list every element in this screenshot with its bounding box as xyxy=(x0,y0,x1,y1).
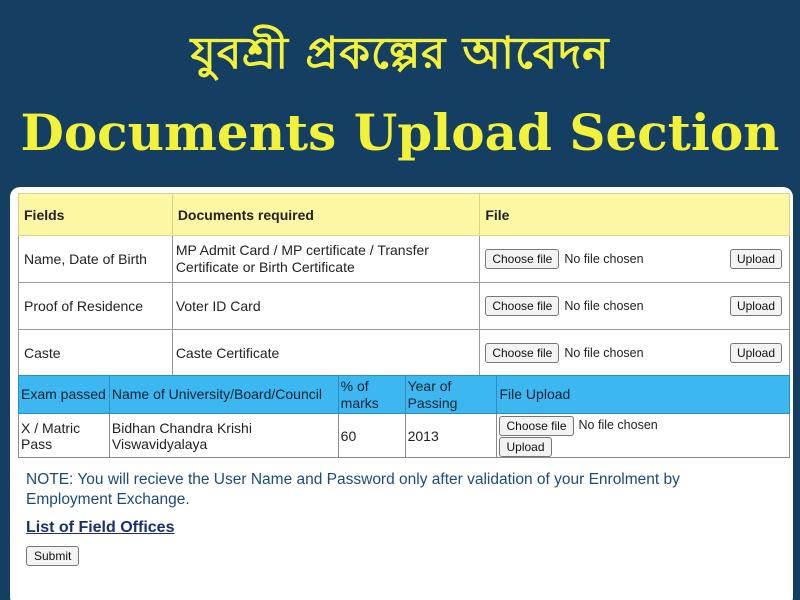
choose-file-button[interactable]: Choose file xyxy=(499,416,573,436)
exam-table xyxy=(18,375,790,458)
header-year-of-passing: Year of Passing xyxy=(405,376,497,414)
file-status: No file chosen xyxy=(564,346,644,360)
header-file: File xyxy=(480,194,790,236)
table-row xyxy=(19,330,790,377)
upload-button[interactable]: Upload xyxy=(730,296,782,316)
table-row xyxy=(19,283,790,330)
upload-button[interactable]: Upload xyxy=(730,249,782,269)
header-documents-required: Documents required xyxy=(172,194,480,236)
upload-button[interactable]: Upload xyxy=(499,437,551,457)
table-row xyxy=(19,414,790,458)
file-status: No file chosen xyxy=(578,418,658,432)
file-status: No file chosen xyxy=(564,299,644,313)
header-fields: Fields xyxy=(19,194,173,236)
exam-table-header xyxy=(19,376,790,414)
table-row xyxy=(19,236,790,283)
exam-passed-value: X / Matric Pass xyxy=(19,414,110,458)
choose-file-button[interactable]: Choose file xyxy=(485,343,559,363)
field-label: Caste xyxy=(19,330,173,377)
field-offices-link[interactable]: List of Field Offices xyxy=(26,519,175,536)
file-cell xyxy=(480,236,790,283)
percent-marks-value: 60 xyxy=(338,414,405,458)
file-cell xyxy=(480,330,790,377)
upload-button[interactable]: Upload xyxy=(730,343,782,363)
year-of-passing-value: 2013 xyxy=(405,414,497,458)
validation-note: NOTE: You will recieve the User Name and Password only after validation of your Enrolment by Employment Exchange. xyxy=(26,471,680,508)
university-board-value: Bidhan Chandra Krishi Viswavidyalaya xyxy=(109,414,338,458)
field-label: Proof of Residence xyxy=(19,283,173,330)
file-status: No file chosen xyxy=(564,252,644,266)
field-label: Name, Date of Birth xyxy=(19,236,173,283)
banner-title-english: Documents Upload Section xyxy=(20,103,780,162)
header-exam-passed: Exam passed xyxy=(19,376,110,414)
banner-title-bengali: যুবশ্রী প্রকল্পের আবেদন xyxy=(190,28,610,79)
header-university-board: Name of University/Board/Council xyxy=(109,376,338,414)
documents-table-header xyxy=(19,194,790,236)
choose-file-button[interactable]: Choose file xyxy=(485,249,559,269)
choose-file-button[interactable]: Choose file xyxy=(485,296,559,316)
documents-table xyxy=(18,193,790,377)
file-cell xyxy=(480,283,790,330)
documents-required-text: Voter ID Card xyxy=(172,283,480,330)
header-percent-marks: % of marks xyxy=(338,376,405,414)
file-upload-cell xyxy=(497,414,790,458)
header-file-upload: File Upload xyxy=(497,376,790,414)
submit-button[interactable]: Submit xyxy=(26,546,79,566)
documents-required-text: MP Admit Card / MP certificate / Transfer Certificate or Birth Certificate xyxy=(172,236,480,283)
documents-required-text: Caste Certificate xyxy=(172,330,480,377)
form-panel xyxy=(10,187,793,600)
